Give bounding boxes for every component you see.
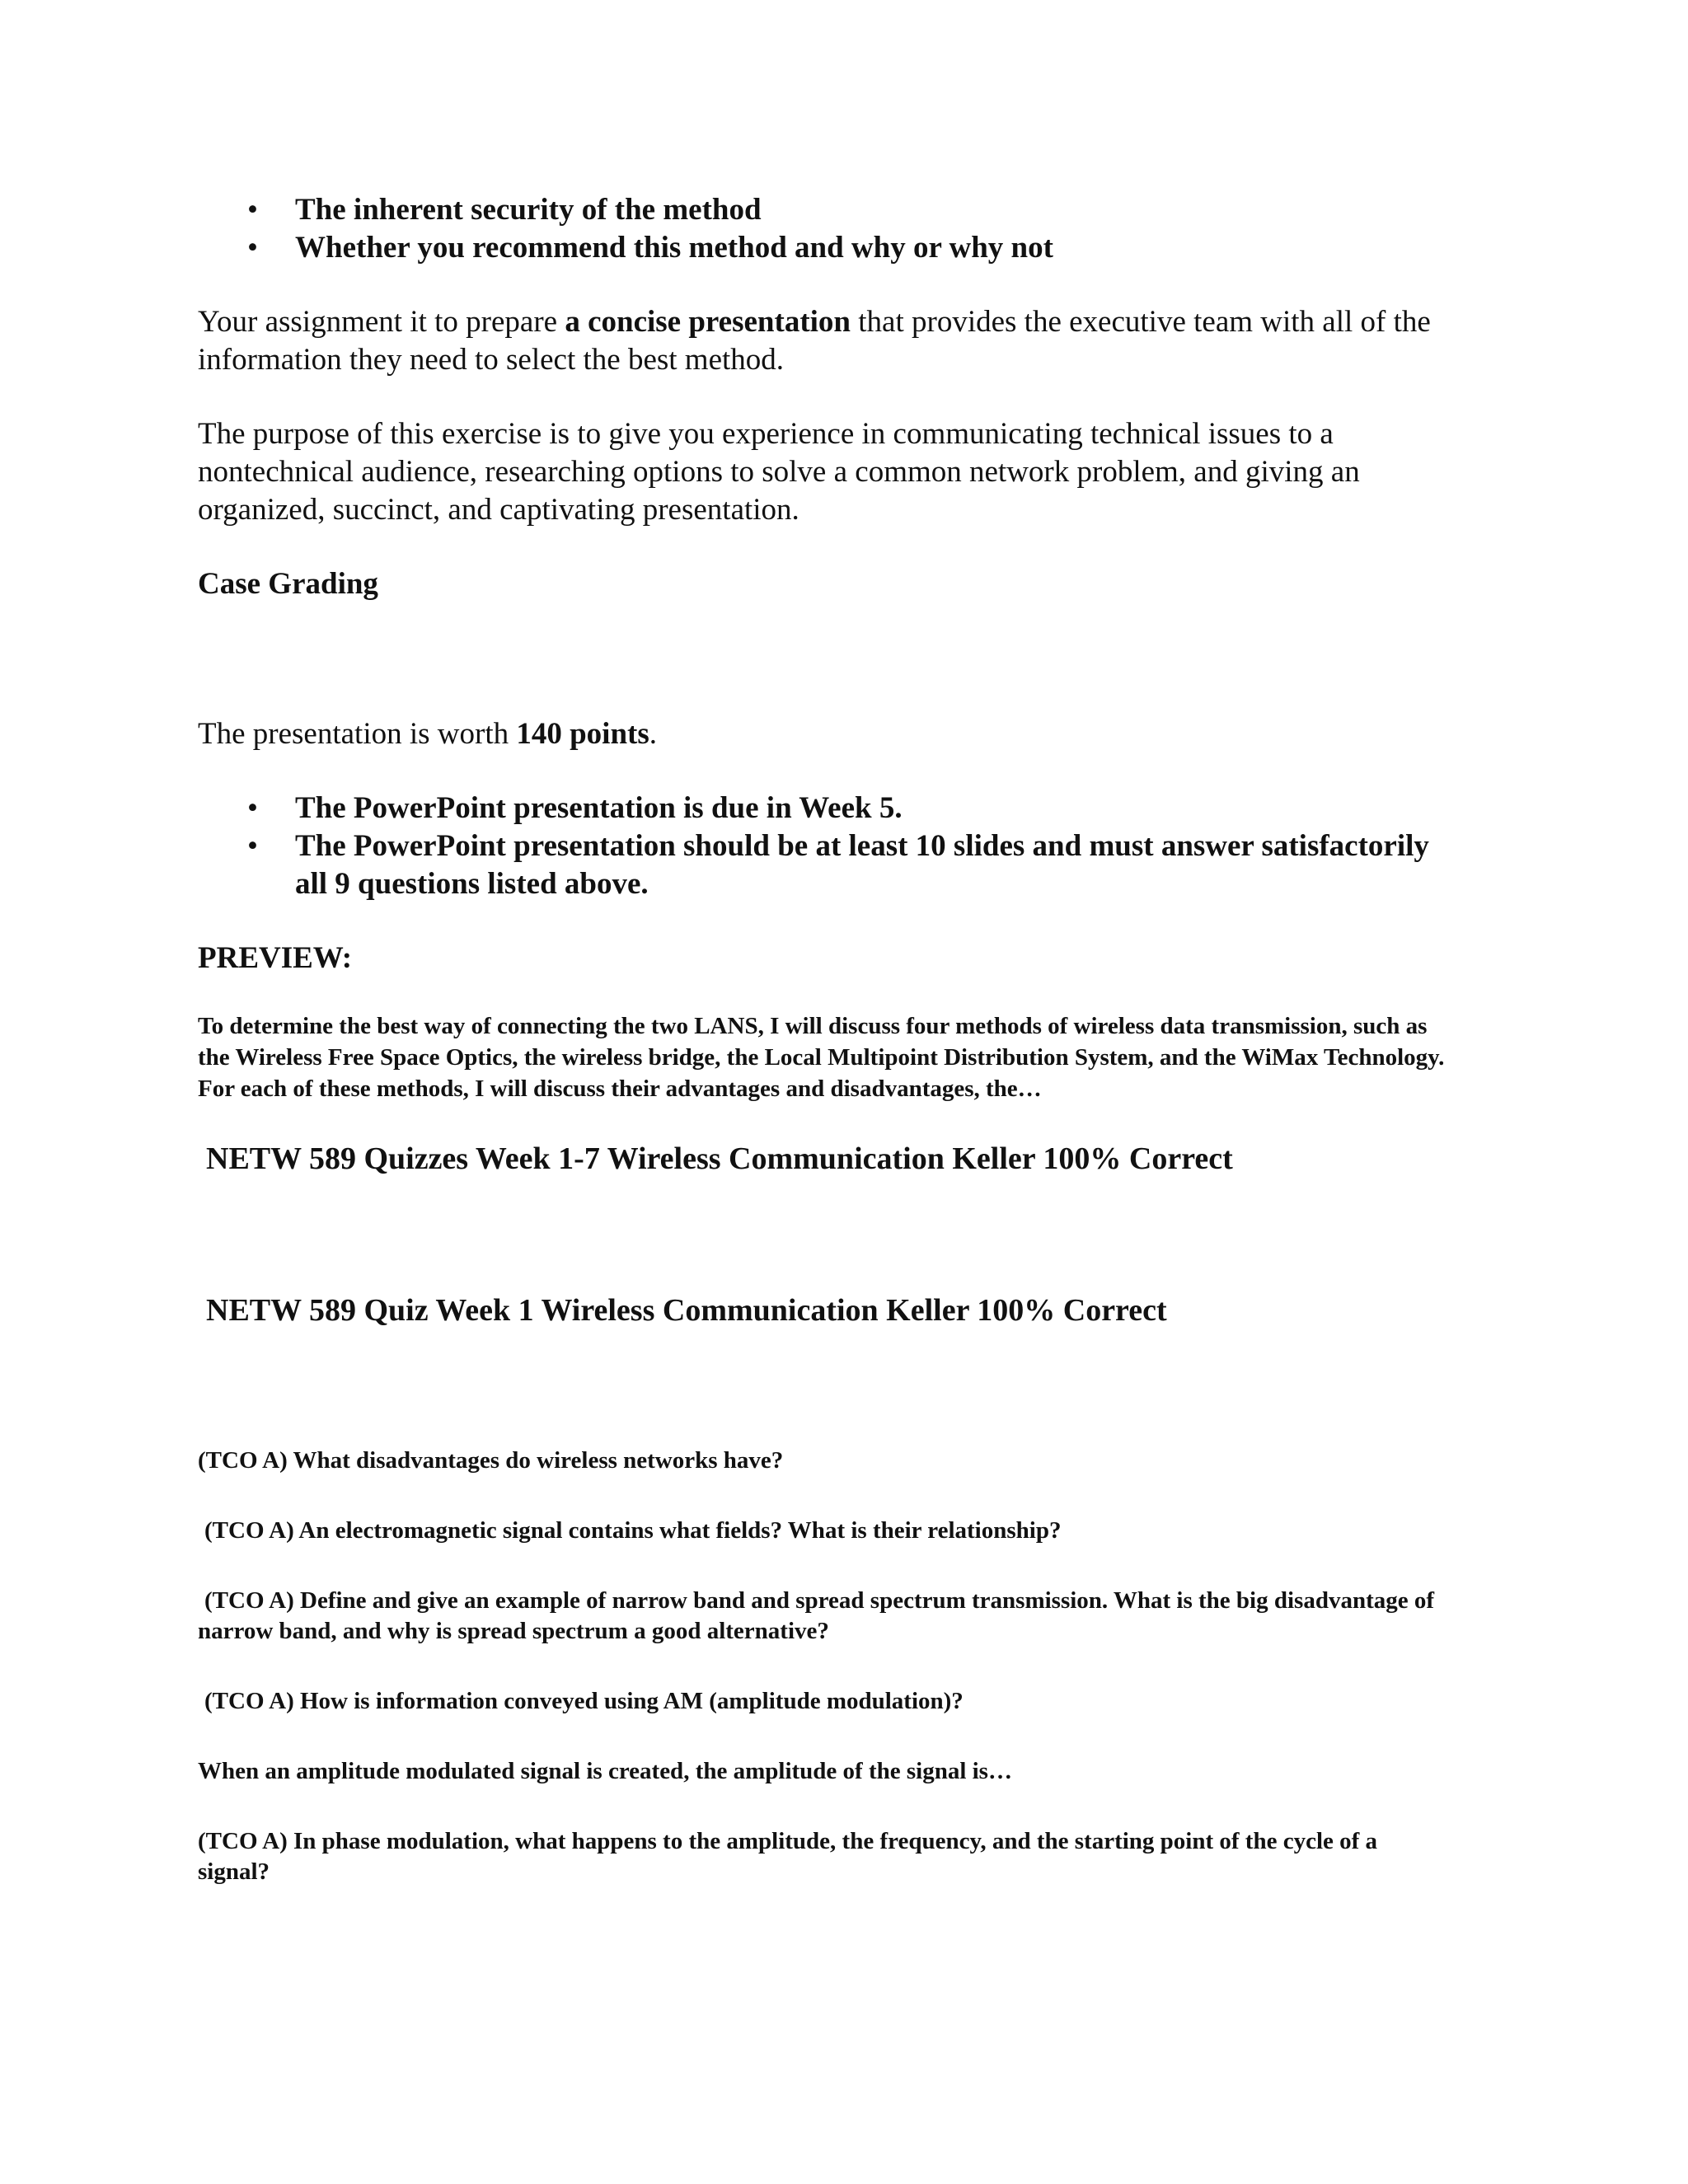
preview-text: To determine the best way of connecting the two LANS, I will discuss four methods of wireless data transmission, such as the Wireless Free Space Optics, the wireless bridge, the Local Multipoint Distribution System, and the WiMax Technology. For each of these methods, I will discuss their advantages and disadvantages, the…	[198, 1013, 1445, 1102]
question-item: (TCO A) How is information conveyed using AM (amplitude modulation)?	[204, 1688, 964, 1714]
quiz-week1-title: NETW 589 Quiz Week 1 Wireless Communication Keller 100% Correct	[206, 1293, 1167, 1328]
grading-bullet-list	[198, 790, 1451, 903]
question-item: (TCO A) An electromagnetic signal contains what fields? What is their relationship?	[204, 1517, 1062, 1544]
bullet-dot: •	[247, 231, 258, 265]
preview-heading: PREVIEW:	[198, 941, 353, 975]
bullet-dot: •	[247, 829, 258, 863]
quizzes-title: NETW 589 Quizzes Week 1-7 Wireless Communication Keller 100% Correct	[206, 1141, 1233, 1176]
case-grading-heading: Case Grading	[198, 567, 378, 601]
question-item: (TCO A) What disadvantages do wireless networks have?	[198, 1447, 784, 1474]
document-content	[198, 191, 1451, 1887]
bullet-item: • The PowerPoint presentation should be at least 10 slides and must answer satisfactorily all 9 questions listed above.	[247, 829, 1429, 901]
question-item: (TCO A) Define and give an example of narrow band and spread spectrum transmission. What is the big disadvantage of narrow band, and why is spread spectrum a good alternative?	[198, 1587, 1435, 1644]
assignment-paragraph: Your assignment it to prepare a concise presentation that provides the executive team with all of the information they need to select the best method.	[198, 305, 1431, 377]
purpose-paragraph: The purpose of this exercise is to give you experience in communicating technical issues to a nontechnical audience, researching options to solve a common network problem, and giving an organized, succinct, and captivating presentation.	[198, 417, 1360, 527]
bullet-item: • The PowerPoint presentation is due in Week 5.	[198, 790, 1451, 827]
security-bullet-list	[198, 191, 1451, 267]
bullet-item: • The inherent security of the method	[198, 191, 1451, 229]
worth-paragraph: The presentation is worth 140 points.	[198, 717, 658, 751]
bullet-item: • Whether you recommend this method and why or why not	[198, 229, 1451, 267]
bullet-dot: •	[247, 193, 258, 227]
bullet-dot: •	[247, 791, 258, 825]
question-item: When an amplitude modulated signal is created, the amplitude of the signal is…	[198, 1758, 1012, 1784]
question-item: (TCO A) In phase modulation, what happens to the amplitude, the frequency, and the starting point of the cycle of a signal?	[198, 1828, 1378, 1885]
